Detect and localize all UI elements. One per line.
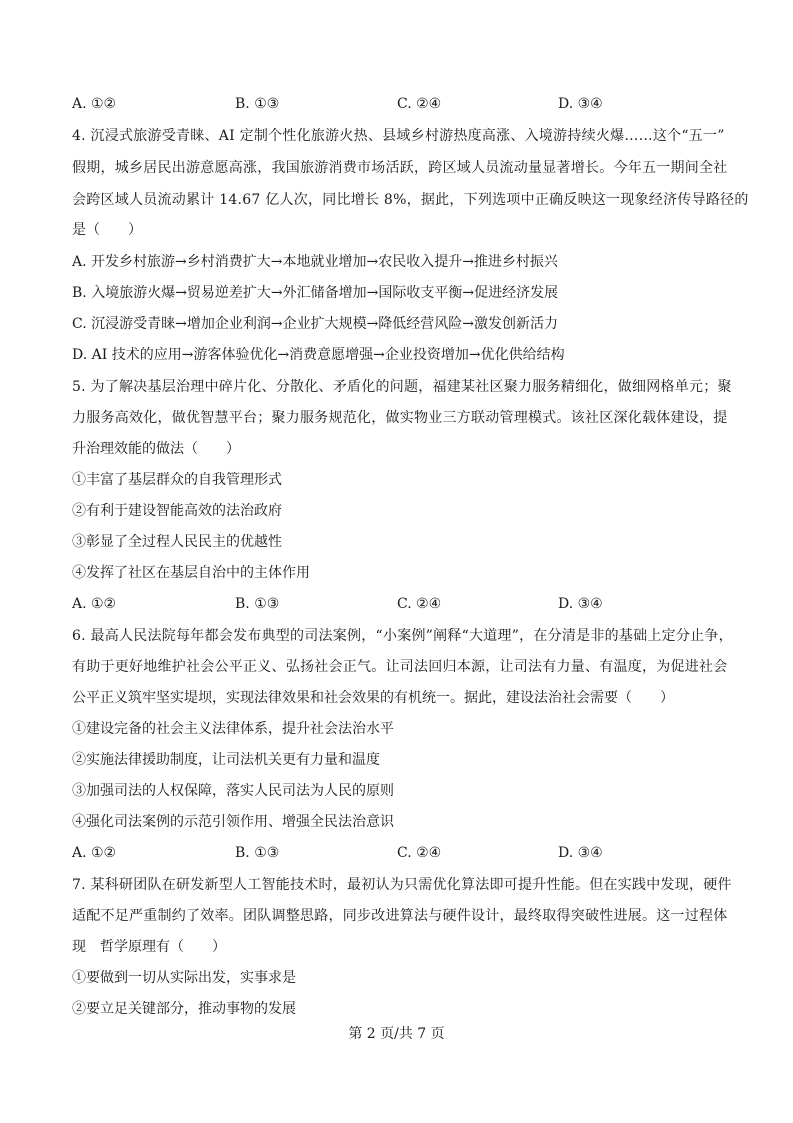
q7-stem-line: 7. 某科研团队在研发新型人工智能技术时，最初认为只需优化算法即可提升性能。但在实践中发现，硬件 (72, 877, 732, 893)
q3-options (72, 94, 732, 114)
q6-options (72, 843, 732, 863)
q5-stem-line: 5. 为了解决基层治理中碎片化、分散化、矛盾化的问题，福建某社区聚力服务精细化，做细网格单元；聚 (72, 379, 732, 395)
q4-choice-d: D. AI 技术的应用→游客体验优化→消费意愿增强→企业投资增加→优化供给结构 (72, 347, 565, 363)
q3-option-c: C. ②④ (397, 96, 442, 112)
q4-stem-line: 会跨区域人员流动累计 14.67 亿人次，同比增长 8%，据此，下列选项中正确反映这一现象经济传导路径的 (72, 192, 749, 208)
q5-statement: ④发挥了社区在基层自治中的主体作用 (72, 565, 310, 581)
q5-option-a: A. ①② (72, 596, 117, 612)
q5-option-d: D. ③④ (558, 596, 603, 612)
q7-statement: ②要立足关键部分，推动事物的发展 (72, 1001, 296, 1017)
q4-choice-b: B. 入境旅游火爆→贸易逆差扩大→外汇储备增加→国际收支平衡→促进经济发展 (72, 285, 559, 301)
page-number-footer: 第 2 页/共 7 页 (348, 1026, 445, 1042)
q7-statement: ①要做到一切从实际出发，实事求是 (72, 970, 296, 986)
q5-statement: ③彰显了全过程人民民主的优越性 (72, 534, 282, 550)
q6-stem-line: 6. 最高人民法院每年都会发布典型的司法案例，“小案例”阐释“大道理”，在分清是非的基础上定分止争， (72, 628, 733, 644)
q6-statement: ④强化司法案例的示范引领作用、增强全民法治意识 (72, 814, 394, 830)
q5-stem-line: 力服务高效化，做优智慧平台；聚力服务规范化，做实物业三方联动管理模式。该社区深化载体建设，提 (72, 410, 728, 426)
q6-stem-line: 有助于更好地维护社会公平正义、弘扬社会正气。让司法回归本源，让司法有力量、有温度，为促进社会 (72, 659, 728, 675)
q6-statement: ②实施法律援助制度，让司法机关更有力量和温度 (72, 752, 380, 768)
q5-option-c: C. ②④ (397, 596, 442, 612)
q5-options (72, 594, 732, 614)
q6-option-b: B. ①③ (235, 845, 280, 861)
q5-option-b: B. ①③ (235, 596, 280, 612)
q3-option-b: B. ①③ (235, 96, 280, 112)
q6-option-a: A. ①② (72, 845, 117, 861)
q4-stem-line: 假期，城乡居民出游意愿高涨，我国旅游消费市场活跃，跨区域人员流动量显著增长。今年五一期间全社 (72, 160, 728, 176)
q6-statement: ③加强司法的人权保障，落实人民司法为人民的原则 (72, 783, 394, 799)
q3-option-a: A. ①② (72, 96, 117, 112)
q5-statement: ①丰富了基层群众的自我管理形式 (72, 472, 282, 488)
q4-choice-c: C. 沉浸游受青睐→增加企业利润→企业扩大规模→降低经营风险→激发创新活力 (72, 316, 559, 332)
q7-stem-line: 现 哲学原理有（ ） (72, 939, 226, 955)
q5-stem-line: 升治理效能的做法（ ） (72, 441, 240, 457)
q6-statement: ①建设完备的社会主义法律体系，提升社会法治水平 (72, 721, 394, 737)
q7-stem-line: 适配不足严重制约了效率。团队调整思路，同步改进算法与硬件设计，最终取得突破性进展。这一过程体 (72, 908, 728, 924)
q6-option-d: D. ③④ (558, 845, 603, 861)
q4-choice-a: A. 开发乡村旅游→乡村消费扩大→本地就业增加→农民收入提升→推进乡村振兴 (72, 254, 558, 270)
q4-stem-line: 是（ ） (72, 222, 142, 238)
q6-option-c: C. ②④ (397, 845, 442, 861)
q6-stem-line: 公平正义筑牢坚实堤坝，实现法律效果和社会效果的有机统一。据此，建设法治社会需要（ ） (72, 690, 674, 706)
q5-statement: ②有利于建设智能高效的法治政府 (72, 503, 282, 519)
q3-option-d: D. ③④ (558, 96, 603, 112)
q4-stem-line: 4. 沉浸式旅游受青睐、AI 定制个性化旅游火热、县域乡村游热度高涨、入境游持续火爆……这个“五一” (72, 128, 725, 144)
